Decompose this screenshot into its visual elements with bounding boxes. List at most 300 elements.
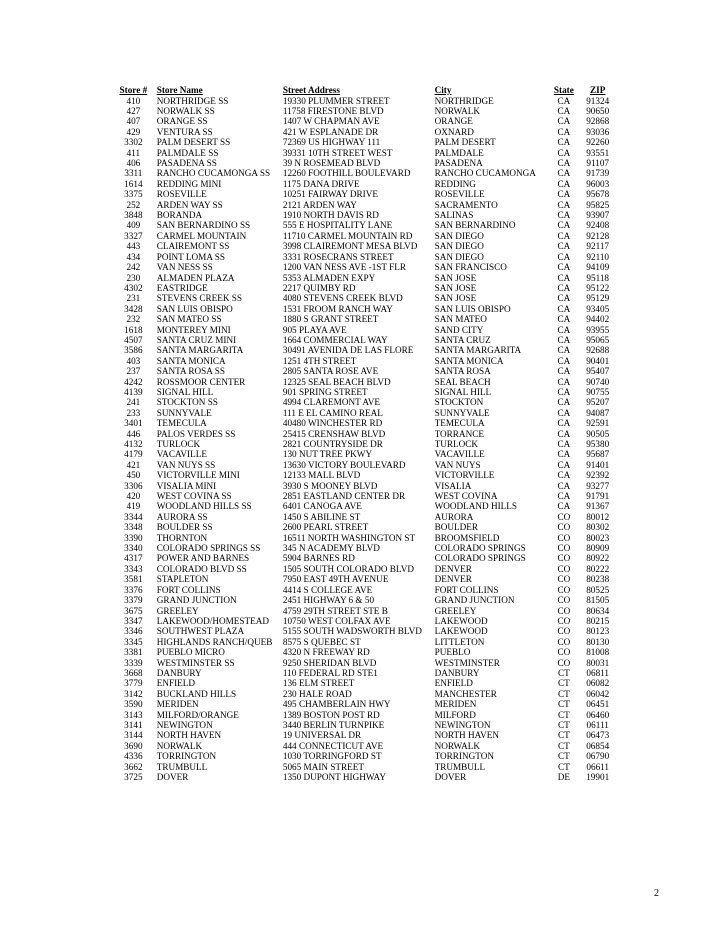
zip-cell: 91401: [586, 460, 610, 470]
store-name-cell: MONTEREY MINI: [156, 324, 231, 335]
state-cell: CA: [557, 376, 571, 387]
header-city: City: [434, 84, 452, 95]
city-cell: WOODLAND HILLS: [434, 501, 518, 512]
store-name-cell: ROSSMOOR CENTER: [156, 376, 246, 387]
zip-cell: 95129: [586, 293, 610, 304]
state-cell: CO: [557, 522, 571, 533]
zip-cell: 91739: [586, 168, 610, 179]
state-cell: CA: [557, 283, 571, 293]
store-number-cell: 252: [126, 200, 141, 210]
state-cell: CA: [557, 439, 571, 449]
table-row: [116, 741, 616, 751]
store-number-cell: 3327: [124, 231, 143, 241]
store-name-cell: PALM DESERT SS: [156, 137, 231, 148]
store-number-cell: 3725: [124, 772, 143, 782]
table-row: [116, 616, 616, 626]
street-address-cell: 11710 CARMEL MOUNTAIN RD: [282, 231, 413, 241]
street-address-cell: 1531 FROOM RANCH WAY: [282, 304, 393, 314]
store-number-cell: 3662: [124, 762, 143, 772]
state-cell: CA: [557, 220, 571, 231]
store-name-cell: GRAND JUNCTION: [156, 595, 237, 606]
city-cell: AURORA: [434, 512, 474, 522]
zip-cell: 95065: [586, 335, 610, 345]
store-number-cell: 3581: [124, 574, 143, 585]
table-row: [116, 190, 616, 200]
street-address-cell: 495 CHAMBERLAIN HWY: [282, 699, 391, 710]
state-cell: CA: [557, 241, 571, 252]
table-row: [116, 356, 616, 366]
store-name-cell: COLORADO BLVD SS: [156, 564, 247, 574]
street-address-cell: 19330 PLUMMER STREET: [282, 96, 390, 106]
zip-cell: 90740: [586, 376, 610, 387]
table-row: [116, 689, 616, 699]
street-address-cell: 12260 FOOTHILL BOULEVARD: [282, 168, 411, 179]
store-name-cell: SOUTHWEST PLAZA: [156, 626, 245, 637]
state-cell: CA: [557, 106, 571, 116]
city-cell: SAN JOSE: [434, 283, 477, 293]
zip-cell: 94109: [586, 262, 610, 273]
state-cell: CA: [557, 449, 571, 460]
street-address-cell: 444 CONNECTICUT AVE: [282, 741, 384, 751]
table-row: [116, 731, 616, 741]
state-cell: CA: [557, 418, 571, 429]
street-address-cell: 2851 EASTLAND CENTER DR: [282, 491, 406, 502]
store-number-cell: 3343: [124, 564, 143, 574]
state-cell: CA: [557, 168, 571, 179]
city-cell: NORWALK: [434, 106, 481, 116]
street-address-cell: 4759 29TH STREET STE B: [282, 605, 388, 616]
street-address-cell: 1910 NORTH DAVIS RD: [282, 210, 379, 221]
store-number-cell: 446: [126, 429, 141, 439]
city-cell: SANTA ROSA: [434, 366, 491, 377]
state-cell: CA: [557, 231, 571, 241]
street-address-cell: 9250 SHERIDAN BLVD: [282, 657, 377, 668]
store-number-cell: 237: [126, 366, 141, 377]
street-address-cell: 136 ELM STREET: [282, 678, 355, 689]
store-name-cell: VACAVILLE: [156, 449, 207, 460]
street-address-cell: 2451 HIGHWAY 6 & 50: [282, 595, 375, 606]
city-cell: PASADENA: [434, 158, 483, 169]
city-cell: ENFIELD: [434, 678, 473, 689]
table-row: [116, 158, 616, 168]
street-address-cell: 905 PLAYA AVE: [282, 324, 347, 335]
zip-cell: 94402: [586, 314, 610, 325]
street-address-cell: 1505 SOUTH COLORADO BLVD: [282, 564, 414, 574]
store-number-cell: 3348: [124, 522, 143, 533]
store-number-cell: 3848: [124, 210, 143, 221]
state-cell: CA: [557, 262, 571, 273]
table-row: [116, 200, 616, 210]
store-number-cell: 242: [126, 262, 141, 273]
city-cell: NORTH HAVEN: [434, 730, 499, 741]
store-number-cell: 3340: [124, 543, 143, 554]
store-name-cell: PASADENA SS: [156, 158, 217, 169]
street-address-cell: 130 NUT TREE PKWY: [282, 449, 373, 460]
city-cell: RANCHO CUCAMONGA: [434, 168, 536, 179]
street-address-cell: 25415 CRENSHAW BLVD: [282, 429, 386, 439]
zip-cell: 92408: [586, 220, 610, 231]
header-row: [116, 85, 616, 96]
street-address-cell: 1030 TORRINGFORD ST: [282, 751, 382, 762]
zip-cell: 06082: [586, 678, 610, 689]
store-name-cell: SIGNAL HILL: [156, 387, 214, 397]
table-row: [116, 523, 616, 533]
state-cell: CA: [557, 148, 571, 158]
street-address-cell: 3998 CLAIREMONT MESA BLVD: [282, 241, 418, 252]
street-address-cell: 5904 BARNES RD: [282, 553, 355, 564]
street-address-cell: 5065 MAIN STREET: [282, 762, 365, 772]
street-address-cell: 1175 DANA DRIVE: [282, 179, 360, 189]
city-cell: NEWINGTON: [434, 720, 491, 730]
state-cell: CA: [557, 304, 571, 314]
table-row: [116, 637, 616, 647]
table-row: [116, 106, 616, 116]
street-address-cell: 111 E EL CAMINO REAL: [282, 408, 383, 418]
street-address-cell: 555 E HOSPITALITY LANE: [282, 220, 393, 231]
table-row: [116, 148, 616, 158]
table-row: [116, 117, 616, 127]
city-cell: SANTA MARGARITA: [434, 345, 522, 356]
store-name-cell: PALOS VERDES SS: [156, 429, 236, 439]
state-cell: CT: [558, 720, 570, 730]
store-name-cell: RANCHO CUCAMONGA SS: [156, 168, 271, 179]
store-name-cell: ALMADEN PLAZA: [156, 272, 235, 283]
table-row: [116, 429, 616, 439]
store-number-cell: 3306: [124, 481, 143, 491]
state-cell: CA: [557, 324, 571, 335]
zip-cell: 93955: [586, 324, 610, 335]
street-address-cell: 1450 S ABILINE ST: [282, 512, 361, 522]
city-cell: SAN BERNARDINO: [434, 220, 516, 231]
store-name-cell: VISALIA MINI: [156, 481, 217, 491]
store-number-cell: 421: [126, 460, 141, 470]
street-address-cell: 3331 ROSECRANS STREET: [282, 252, 394, 262]
city-cell: WEST COVINA: [434, 491, 498, 502]
zip-cell: 80525: [586, 585, 610, 595]
table-row: [116, 408, 616, 418]
store-number-cell: 427: [126, 106, 141, 116]
zip-cell: 93551: [586, 148, 610, 158]
store-name-cell: FORT COLLINS: [156, 585, 221, 595]
table-row: [116, 221, 616, 231]
state-cell: CA: [557, 293, 571, 304]
store-number-cell: 3375: [124, 189, 143, 200]
state-cell: CO: [557, 657, 571, 668]
table-row: [116, 627, 616, 637]
street-address-cell: 13630 VICTORY BOULEVARD: [282, 460, 406, 470]
store-name-cell: CARMEL MOUNTAIN: [156, 231, 247, 241]
zip-cell: 91367: [586, 501, 610, 512]
city-cell: REDDING: [434, 179, 476, 189]
table-row: [116, 648, 616, 658]
state-cell: CO: [557, 595, 571, 606]
street-address-cell: 40480 WINCHESTER RD: [282, 418, 383, 429]
street-address-cell: 10251 FAIRWAY DRIVE: [282, 189, 378, 200]
store-number-cell: 3690: [124, 741, 143, 751]
store-number-cell: 3668: [124, 668, 143, 678]
zip-cell: 90505: [586, 429, 610, 439]
table-row: [116, 720, 616, 730]
zip-cell: 92110: [586, 252, 610, 262]
table-row: [116, 231, 616, 241]
zip-cell: 80302: [586, 522, 610, 533]
zip-cell: 92128: [586, 231, 610, 241]
table-row: [116, 210, 616, 220]
state-cell: CO: [557, 564, 571, 574]
zip-cell: 06790: [586, 751, 610, 762]
city-cell: NORWALK: [434, 741, 481, 751]
street-address-cell: 110 FEDERAL RD STE1: [282, 668, 378, 678]
store-number-cell: 3346: [124, 626, 143, 637]
city-cell: SAN JOSE: [434, 293, 477, 304]
city-cell: DANBURY: [434, 668, 480, 678]
table-row: [116, 273, 616, 283]
table-row: [116, 491, 616, 501]
table-row: [116, 138, 616, 148]
store-name-cell: AURORA SS: [156, 512, 208, 522]
store-number-cell: 1618: [124, 324, 143, 335]
store-number-cell: 241: [126, 397, 141, 408]
city-cell: PALMDALE: [434, 148, 484, 158]
state-cell: CO: [557, 647, 571, 658]
store-number-cell: 403: [126, 356, 141, 366]
store-number-cell: 3390: [124, 533, 143, 543]
street-address-cell: 230 HALE ROAD: [282, 689, 352, 699]
city-cell: FORT COLLINS: [434, 585, 499, 595]
state-cell: CT: [558, 678, 570, 689]
street-address-cell: 1389 BOSTON POST RD: [282, 709, 380, 720]
table-row: [116, 710, 616, 720]
street-address-cell: 1880 S GRANT STREET: [282, 314, 379, 325]
table-row: [116, 325, 616, 335]
zip-cell: 94087: [586, 408, 610, 418]
street-address-cell: 2600 PEARL STREET: [282, 522, 369, 533]
store-name-cell: NORWALK: [156, 741, 203, 751]
city-cell: LAKEWOOD: [434, 616, 488, 626]
city-cell: SUNNYVALE: [434, 408, 490, 418]
table-row: [116, 564, 616, 574]
store-number-cell: 450: [126, 470, 141, 481]
table-row: [116, 512, 616, 522]
store-name-cell: VAN NUYS SS: [156, 460, 216, 470]
store-number-cell: 4179: [124, 449, 143, 460]
store-name-cell: COLORADO SPRINGS SS: [156, 543, 261, 554]
table-row: [116, 762, 616, 772]
table-row: [116, 679, 616, 689]
city-cell: SAN LUIS OBISPO: [434, 304, 511, 314]
table-row: [116, 575, 616, 585]
store-number-cell: 411: [126, 148, 141, 158]
zip-cell: 96003: [586, 179, 610, 189]
street-address-cell: 345 N ACADEMY BLVD: [282, 543, 380, 554]
store-number-cell: 3779: [124, 678, 143, 689]
street-address-cell: 6401 CANOGA AVE: [282, 501, 362, 512]
street-address-cell: 16511 NORTH WASHINGTON ST: [282, 533, 416, 543]
state-cell: CA: [557, 470, 571, 481]
street-address-cell: 1350 DUPONT HIGHWAY: [282, 772, 386, 782]
store-name-cell: STEVENS CREEK SS: [156, 293, 242, 304]
zip-cell: 95687: [586, 449, 610, 460]
store-number-cell: 3379: [124, 595, 143, 606]
zip-cell: 92868: [586, 116, 610, 127]
city-cell: OXNARD: [434, 127, 474, 137]
street-address-cell: 11758 FIRESTONE BLVD: [282, 106, 384, 116]
state-cell: CA: [557, 429, 571, 439]
zip-cell: 06451: [586, 699, 610, 710]
store-name-cell: STOCKTON SS: [156, 397, 218, 408]
state-cell: CA: [557, 387, 571, 397]
state-cell: CA: [557, 481, 571, 491]
street-address-cell: 1664 COMMERCIAL WAY: [282, 335, 388, 345]
state-cell: CA: [557, 189, 571, 200]
store-number-cell: 3344: [124, 512, 143, 522]
street-address-cell: 12133 MALL BLVD: [282, 470, 361, 481]
store-number-cell: 3144: [124, 730, 143, 741]
zip-cell: 95122: [586, 283, 610, 293]
state-cell: CA: [557, 200, 571, 210]
zip-cell: 95207: [586, 397, 610, 408]
state-cell: CA: [557, 491, 571, 502]
store-name-cell: BOULDER SS: [156, 522, 213, 533]
store-rows: [116, 96, 616, 783]
zip-cell: 80130: [586, 637, 610, 647]
state-cell: CA: [557, 158, 571, 169]
city-cell: SAN FRANCISCO: [434, 262, 507, 273]
store-number-cell: 4317: [124, 553, 143, 564]
zip-cell: 06611: [586, 762, 610, 772]
city-cell: SEAL BEACH: [434, 376, 491, 387]
city-cell: LITTLETON: [434, 637, 485, 647]
table-row: [116, 346, 616, 356]
zip-cell: 91791: [586, 491, 610, 502]
table-row: [116, 127, 616, 137]
store-number-cell: 4132: [124, 439, 143, 449]
store-number-cell: 231: [126, 293, 141, 304]
city-cell: COLORADO SPRINGS: [434, 543, 526, 554]
store-number-cell: 230: [126, 272, 141, 283]
store-name-cell: NEWINGTON: [156, 720, 213, 730]
city-cell: SAN DIEGO: [434, 241, 484, 252]
store-name-cell: MILFORD/ORANGE: [156, 709, 239, 720]
store-number-cell: 3590: [124, 699, 143, 710]
store-name-cell: TRUMBULL: [156, 762, 208, 772]
store-name-cell: MERIDEN: [156, 699, 199, 710]
state-cell: CT: [558, 709, 570, 720]
store-name-cell: SANTA MONICA: [156, 356, 226, 366]
zip-cell: 80031: [586, 657, 610, 668]
store-name-cell: NORTHRIDGE SS: [156, 96, 229, 106]
state-cell: CA: [557, 345, 571, 356]
street-address-cell: 39331 10TH STREET WEST: [282, 148, 393, 158]
store-name-cell: SANTA ROSA SS: [156, 366, 225, 377]
street-address-cell: 4414 S COLLEGE AVE: [282, 585, 373, 595]
street-address-cell: 2805 SANTA ROSE AVE: [282, 366, 379, 377]
table-row: [116, 179, 616, 189]
city-cell: DENVER: [434, 574, 472, 585]
city-cell: VACAVILLE: [434, 449, 485, 460]
store-name-cell: SANTA MARGARITA: [156, 345, 244, 356]
city-cell: TURLOCK: [434, 439, 478, 449]
city-cell: SAN JOSE: [434, 272, 477, 283]
zip-cell: 93036: [586, 127, 610, 137]
store-name-cell: ROSEVILLE: [156, 189, 207, 200]
street-address-cell: 3930 S MOONEY BLVD: [282, 481, 378, 491]
city-cell: VAN NUYS: [434, 460, 481, 470]
zip-cell: 90401: [586, 356, 610, 366]
table-row: [116, 169, 616, 179]
store-number-cell: 429: [126, 127, 141, 137]
city-cell: MERIDEN: [434, 699, 477, 710]
street-address-cell: 39 N ROSEMEAD BLVD: [282, 158, 381, 169]
table-row: [116, 533, 616, 543]
state-cell: CT: [558, 689, 570, 699]
zip-cell: 92591: [586, 418, 610, 429]
state-cell: CA: [557, 335, 571, 345]
store-name-cell: EASTRIDGE: [156, 283, 208, 293]
state-cell: CA: [557, 314, 571, 325]
table-row: [116, 263, 616, 273]
city-cell: PALM DESERT: [434, 137, 496, 148]
store-number-cell: 406: [126, 158, 141, 169]
zip-cell: 19901: [586, 772, 610, 782]
street-address-cell: 901 SPRING STREET: [282, 387, 368, 397]
zip-cell: 92260: [586, 137, 610, 148]
table-row: [116, 658, 616, 668]
state-cell: CO: [557, 605, 571, 616]
zip-cell: 80023: [586, 533, 610, 543]
header-store-number: Store #: [119, 84, 148, 95]
state-cell: CA: [557, 116, 571, 127]
table-row: [116, 502, 616, 512]
header-street-address: Street Address: [282, 84, 340, 95]
zip-cell: 80222: [586, 564, 610, 574]
zip-cell: 80922: [586, 553, 610, 564]
street-address-cell: 2121 ARDEN WAY: [282, 200, 357, 210]
state-cell: CO: [557, 626, 571, 637]
store-name-cell: REDDING MINI: [156, 179, 222, 189]
store-number-cell: 232: [126, 314, 141, 325]
street-address-cell: 1200 VAN NESS AVE -1ST FLR: [282, 262, 406, 273]
table-row: [116, 96, 616, 106]
city-cell: TRUMBULL: [434, 762, 486, 772]
store-name-cell: TEMECULA: [156, 418, 207, 429]
state-cell: CT: [558, 741, 570, 751]
zip-cell: 80909: [586, 543, 610, 554]
state-cell: CA: [557, 137, 571, 148]
table-row: [116, 772, 616, 782]
store-name-cell: VAN NESS SS: [156, 262, 213, 273]
state-cell: CT: [558, 751, 570, 762]
city-cell: LAKEWOOD: [434, 626, 488, 637]
street-address-cell: 5155 SOUTH WADSWORTH BLVD: [282, 626, 422, 637]
state-cell: CA: [557, 252, 571, 262]
zip-cell: 93907: [586, 210, 610, 221]
zip-cell: 80634: [586, 605, 610, 616]
store-number-cell: 3381: [124, 647, 143, 658]
store-number-cell: 3143: [124, 709, 143, 720]
table-row: [116, 242, 616, 252]
table-row: [116, 304, 616, 314]
state-cell: CT: [558, 699, 570, 710]
store-number-cell: 407: [126, 116, 141, 127]
zip-cell: 90650: [586, 106, 610, 116]
city-cell: STOCKTON: [434, 397, 484, 408]
store-name-cell: POWER AND BARNES: [156, 553, 250, 564]
table-row: [116, 419, 616, 429]
store-number-cell: 3142: [124, 689, 143, 699]
table-row: [116, 471, 616, 481]
table-row: [116, 377, 616, 387]
